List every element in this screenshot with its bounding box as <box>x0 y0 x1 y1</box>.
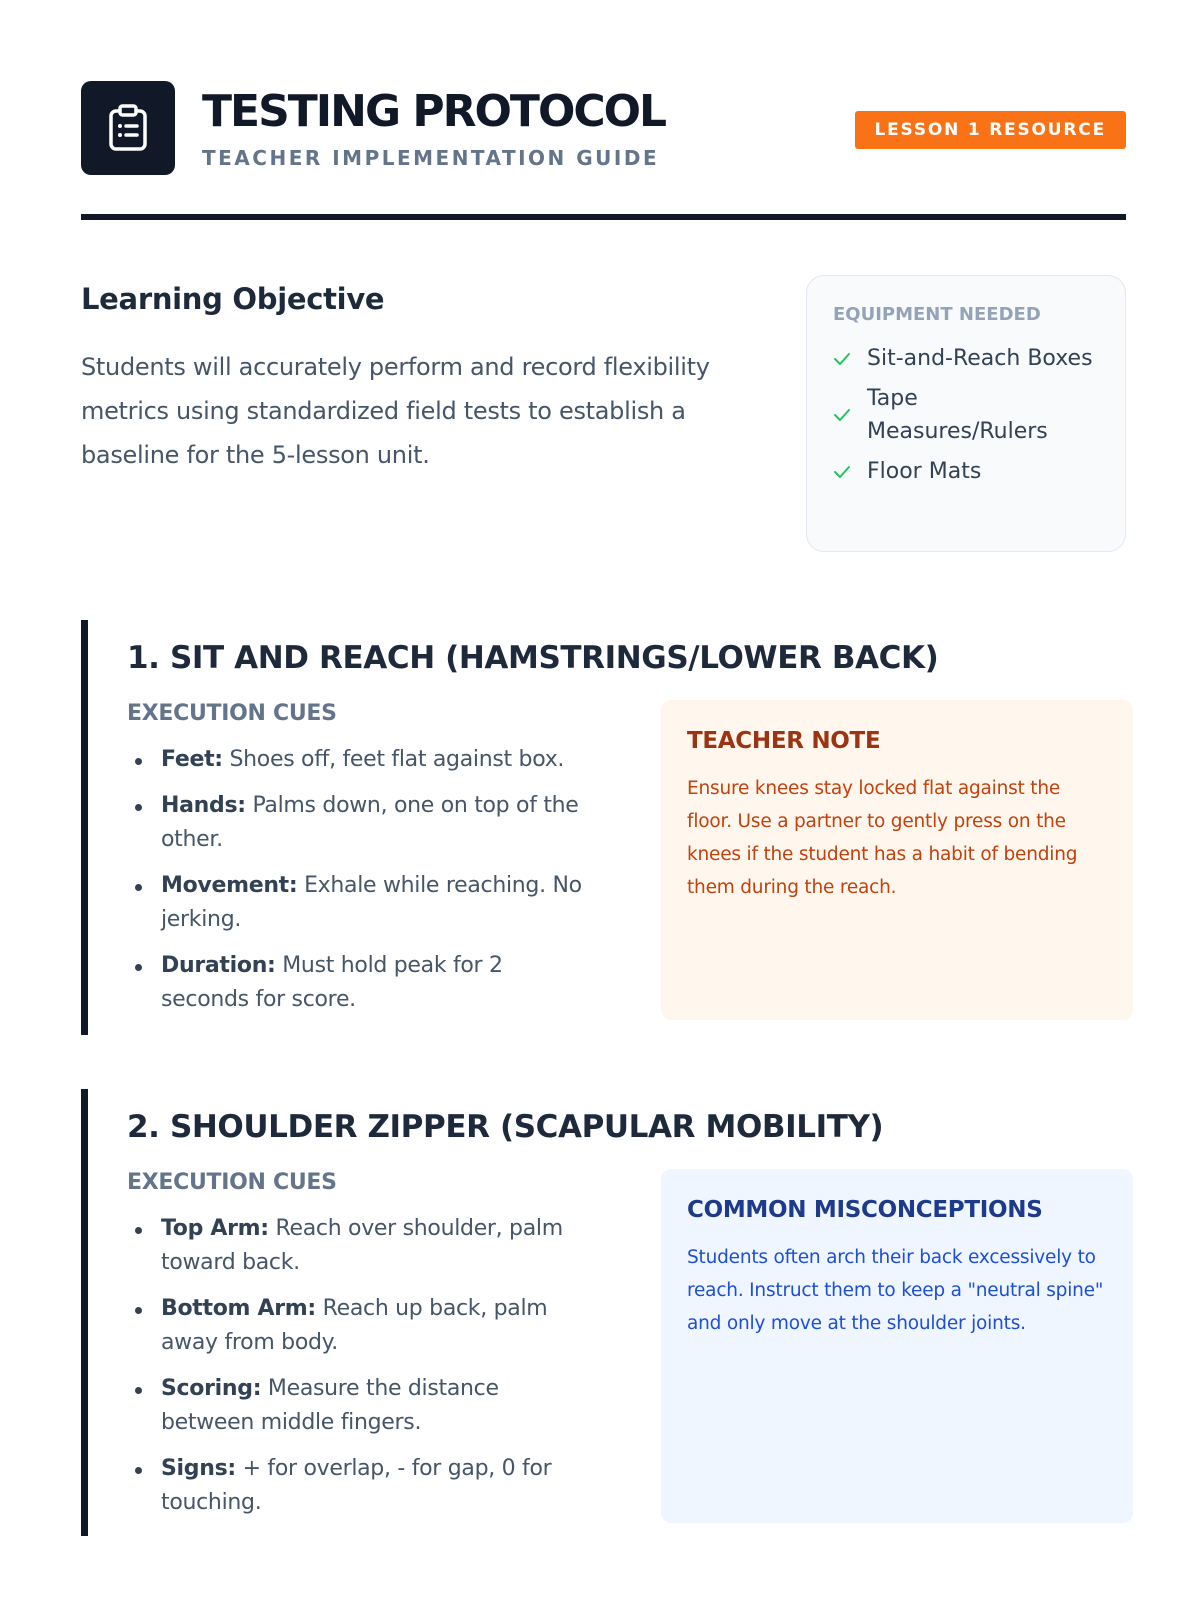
equipment-card <box>806 275 1126 552</box>
equipment-item-label: Floor Mats <box>867 459 982 484</box>
execution-cues <box>127 1168 597 1532</box>
equipment-item-label: Tape Measures/Rulers <box>867 386 1048 444</box>
cue-label: Top Arm: <box>161 1216 269 1241</box>
page-title: TESTING PROTOCOL <box>202 86 666 137</box>
cue-label: Scoring: <box>161 1376 262 1401</box>
cue-item <box>127 1452 597 1520</box>
cue-item <box>127 789 597 857</box>
check-icon <box>833 352 867 366</box>
cue-text: Exhale while reaching. No jerking. <box>161 873 582 932</box>
objective-heading: Learning Objective <box>81 282 385 316</box>
learning-objective <box>81 275 761 477</box>
cue-list <box>127 743 597 1017</box>
cue-label: Movement: <box>161 873 298 898</box>
document-page <box>81 0 1126 1515</box>
cue-text: + for overlap, - for gap, 0 for touching. <box>161 1456 552 1515</box>
cue-item <box>127 869 597 937</box>
cue-label: Feet: <box>161 747 223 772</box>
objective-text: Students will accurately perform and record flexibility metrics using standardized field tests to establish a baseline for the 5-lesson unit. <box>81 353 710 469</box>
cue-item <box>127 1212 597 1280</box>
cue-text: Palms down, one on top of the other. <box>161 793 579 852</box>
execution-cues <box>127 699 597 1029</box>
equipment-item-label: Sit-and-Reach Boxes <box>867 346 1093 371</box>
note-title: TEACHER NOTE <box>687 728 881 754</box>
equipment-item <box>833 455 1099 488</box>
page-subtitle: TEACHER IMPLEMENTATION GUIDE <box>202 146 660 170</box>
lesson-badge: LESSON 1 RESOURCE <box>855 111 1127 149</box>
logo <box>81 81 175 175</box>
note-title: COMMON MISCONCEPTIONS <box>687 1197 1043 1223</box>
cue-text: Shoes off, feet flat against box. <box>222 747 565 772</box>
equipment-list <box>833 342 1099 488</box>
cue-item <box>127 949 597 1017</box>
cue-text: Reach up back, palm away from body. <box>161 1296 548 1355</box>
page-header <box>81 0 1126 220</box>
check-icon <box>833 408 867 422</box>
note-text: Students often arch their back excessively to reach. Instruct them to keep a "neutral spine" and only move at the shoulder joints. <box>687 1247 1104 1334</box>
note-text: Ensure knees stay locked flat against the floor. Use a partner to gently press on the knees if the student has a habit of bending them during the reach. <box>687 778 1078 898</box>
cues-title: EXECUTION CUES <box>127 1170 337 1195</box>
clipboard-icon <box>106 104 150 152</box>
section-title: 1. SIT AND REACH (HAMSTRINGS/LOWER BACK) <box>127 640 939 676</box>
cue-label: Duration: <box>161 953 276 978</box>
section-sit-and-reach <box>81 620 1126 1035</box>
cue-item <box>127 743 597 777</box>
cue-text: Measure the distance between middle fingers. <box>161 1376 499 1435</box>
cue-label: Signs: <box>161 1456 236 1481</box>
cue-item <box>127 1292 597 1360</box>
misconceptions-note <box>661 1169 1133 1523</box>
cue-text: Reach over shoulder, palm toward back. <box>161 1216 563 1275</box>
cue-list <box>127 1212 597 1520</box>
cue-label: Hands: <box>161 793 246 818</box>
header-divider <box>81 214 1126 220</box>
equipment-item <box>833 342 1099 375</box>
equipment-title: EQUIPMENT NEEDED <box>833 304 1041 325</box>
section-shoulder-zipper <box>81 1089 1126 1536</box>
equipment-item <box>833 382 1099 448</box>
cue-text: Must hold peak for 2 seconds for score. <box>161 953 503 1012</box>
teacher-note <box>661 700 1133 1020</box>
cue-item <box>127 1372 597 1440</box>
cues-title: EXECUTION CUES <box>127 701 337 726</box>
cue-label: Bottom Arm: <box>161 1296 316 1321</box>
section-title: 2. SHOULDER ZIPPER (SCAPULAR MOBILITY) <box>127 1109 884 1145</box>
check-icon <box>833 465 867 479</box>
